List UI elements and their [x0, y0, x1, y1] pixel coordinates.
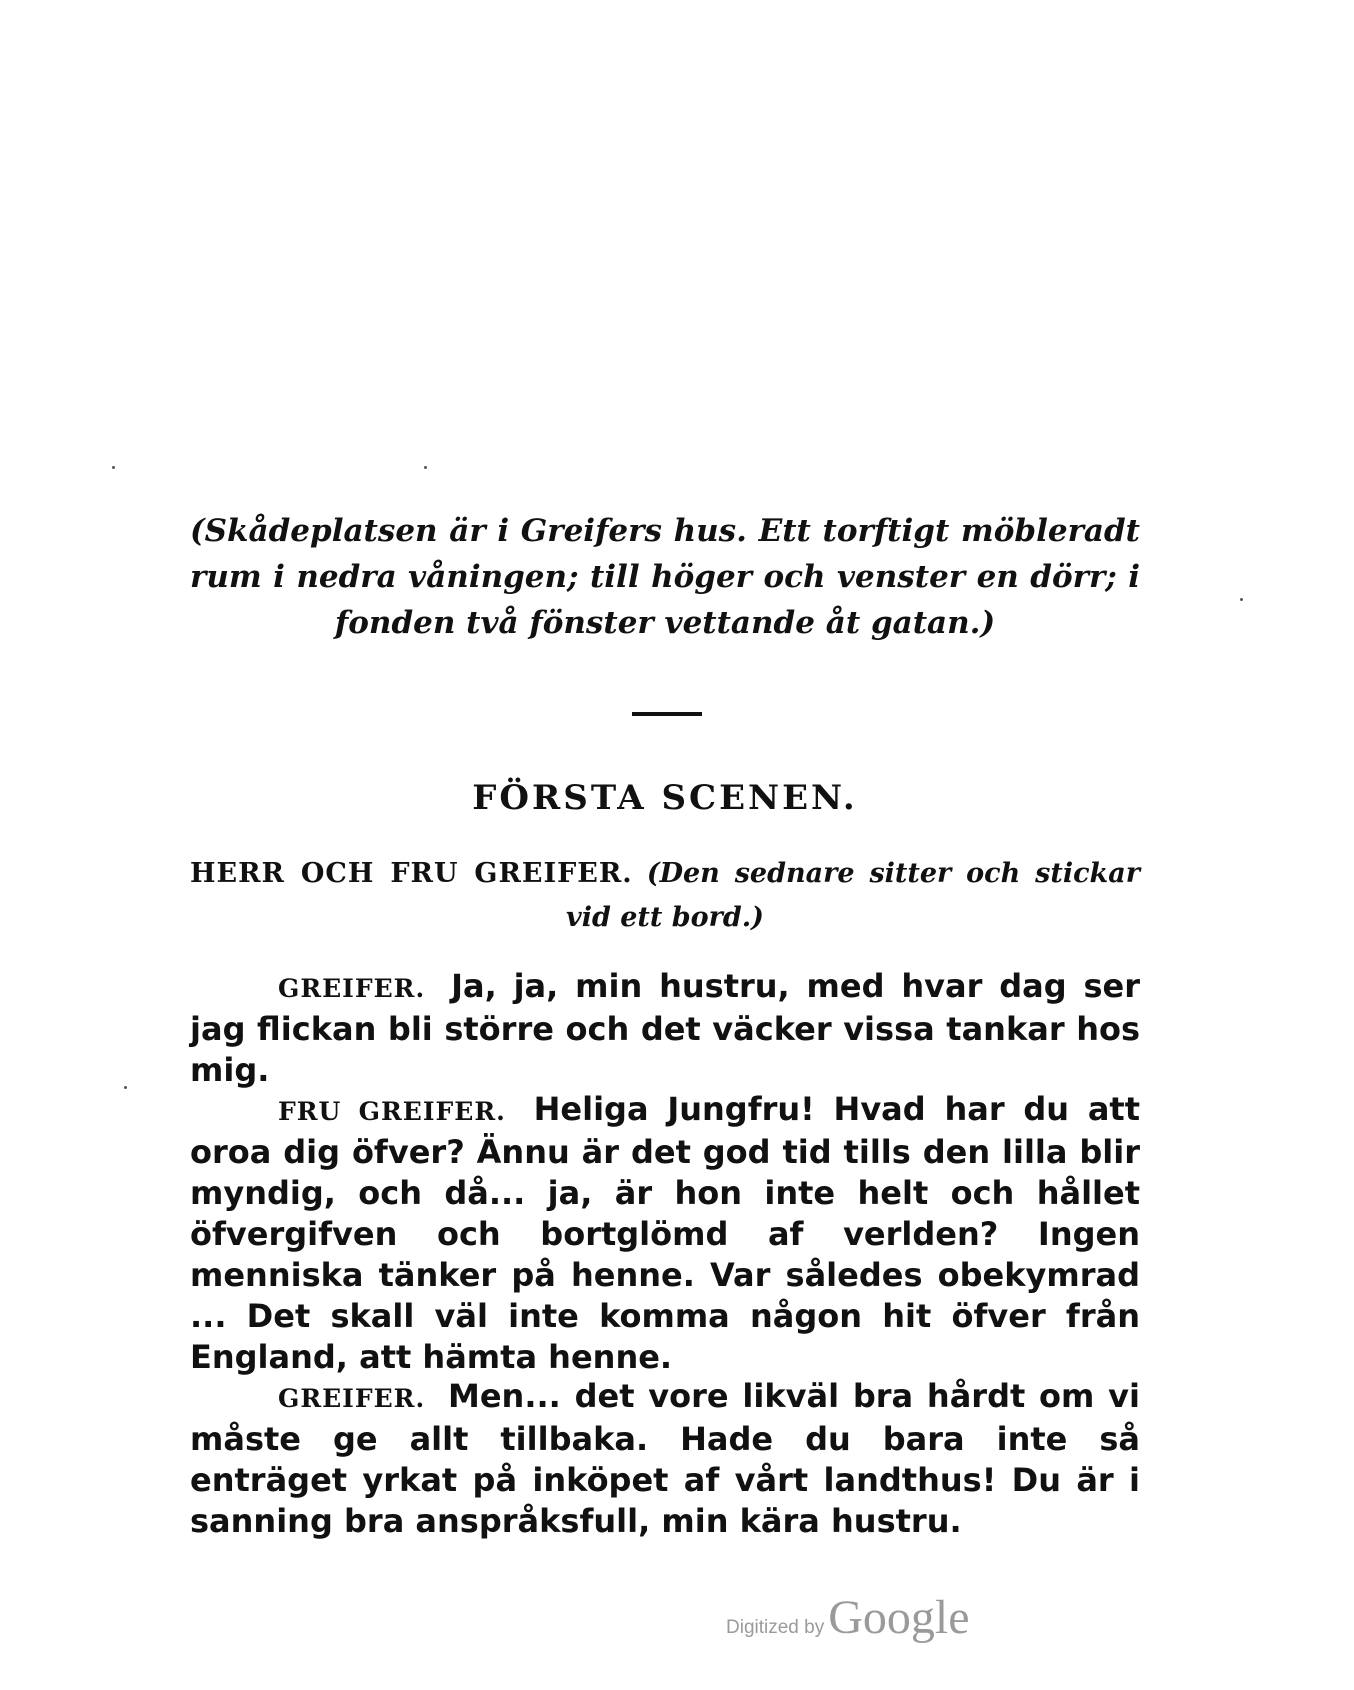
character-names: HERR OCH FRU GREIFER. — [190, 858, 633, 889]
speaker-name: GREIFER. — [278, 1384, 426, 1413]
paper-speck — [1240, 598, 1243, 601]
character-direction: (Den sednare sitter och stickar vid ett bord.) — [566, 858, 1140, 933]
stage-direction: (Skådeplatsen är i Greifers hus. Ett torftigt möbleradt rum i nedra våningen; till höger och venster en dörr; i fonden två fönster vettande åt gatan.) — [190, 513, 1140, 641]
dialogue-line — [190, 1376, 1140, 1542]
character-heading — [190, 852, 1140, 940]
paper-speck — [112, 466, 115, 469]
watermark-prefix: Digitized by — [726, 1617, 825, 1638]
dialogue-text: Heliga Jungfru! Hvad har du att oroa dig öfver? Ännu är det god tid tills den lilla blir myndig, och då... ja, är hon inte helt och hållet öfvergifven och bortglömd af verlden? Ingen menniska tänker på henne. Var således obekymrad ... Det skall väl inte komma någon hit öfver från England, att hämta henne. — [190, 1090, 1140, 1376]
separator-rule — [632, 712, 702, 716]
digitized-watermark — [726, 1590, 1026, 1645]
speaker-name: FRU GREIFER. — [278, 1097, 506, 1126]
speaker-name: GREIFER. — [278, 974, 426, 1003]
scene-title: FÖRSTA SCENEN. — [472, 778, 858, 818]
paper-speck — [424, 466, 427, 469]
dialogue-line — [190, 966, 1140, 1091]
watermark-brand-logo: Google — [828, 1591, 970, 1644]
dialogue-line — [190, 1089, 1140, 1378]
dialogue-text: Ja, ja, min hustru, med hvar dag ser jag flickan bli större och det väcker vissa tankar hos mig. — [190, 967, 1141, 1089]
paper-speck — [124, 1086, 127, 1089]
dialogue-text: Men... det vore likväl bra hårdt om vi måste ge allt tillbaka. Hade du bara inte så enträget yrkat på inköpet af vårt landthus! Du är i sanning bra anspråksfull, min kära hustru. — [190, 1377, 1141, 1540]
